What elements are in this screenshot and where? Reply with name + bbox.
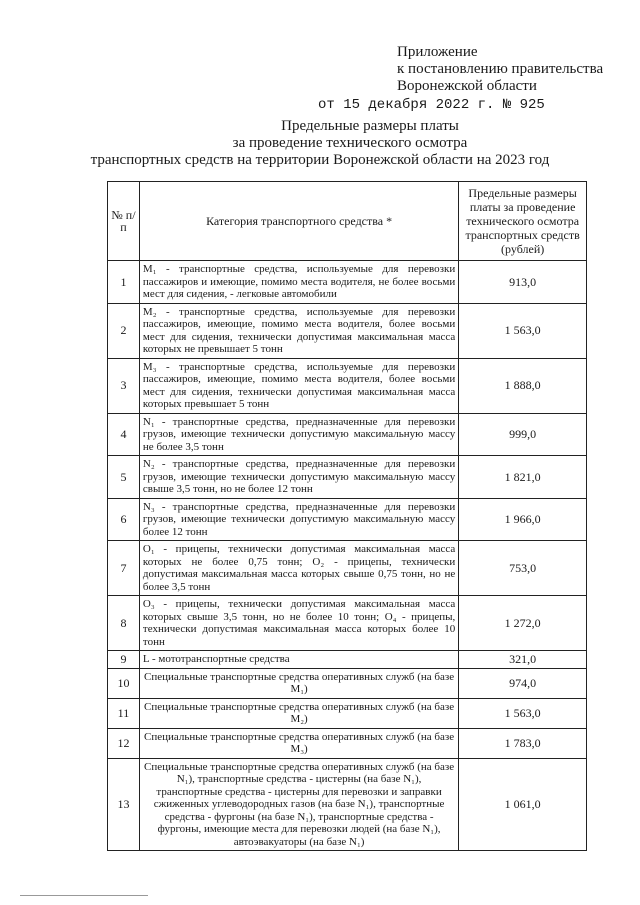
table-header-row (108, 182, 587, 261)
appendix-line-3: Воронежской области (397, 78, 537, 94)
title-line-3: транспортных средств на территории Воронежской области на 2023 год (90, 152, 550, 168)
row-num: 1 (108, 261, 140, 304)
appendix-block (397, 44, 627, 95)
appendix-line-1: Приложение (397, 44, 478, 60)
row-category: L - мототранспортные средства (139, 651, 458, 669)
document-title (0, 118, 640, 169)
header-num: № п/п (108, 182, 140, 261)
row-num: 3 (108, 358, 140, 413)
row-category: N₃ - транспортные средства, предназначенные для перевозки грузов, имеющие технически допустимую максимальную массу более 12 тонн (139, 498, 458, 541)
header-category: Категория транспортного средства * (139, 182, 458, 261)
row-price: 999,0 (459, 413, 587, 456)
decree-date-number: от 15 декабря 2022 г. № 925 (318, 97, 545, 113)
row-price: 753,0 (459, 541, 587, 596)
row-category: M₃ - транспортные средства, используемые для перевозки пассажиров, имеющие, помимо места водителя, более восьми мест для сидения, технически допустимая максимальная масса которых превышает 5 тонн (139, 358, 458, 413)
row-price: 1 272,0 (459, 596, 587, 651)
row-price: 913,0 (459, 261, 587, 304)
row-num: 13 (108, 758, 140, 851)
table-row (108, 728, 587, 758)
table-row (108, 698, 587, 728)
row-num: 4 (108, 413, 140, 456)
row-category: Специальные транспортные средства оперативных служб (на базе M₂) (139, 698, 458, 728)
row-num: 11 (108, 698, 140, 728)
table-row (108, 758, 587, 851)
header-price: Предельные размеры платы за проведение технического осмотра транспортных средств (рублей) (459, 182, 587, 261)
row-price: 974,0 (459, 668, 587, 698)
table-row (108, 358, 587, 413)
table-row (108, 303, 587, 358)
row-price: 1 888,0 (459, 358, 587, 413)
row-category: N₁ - транспортные средства, предназначенные для перевозки грузов, имеющие технически допустимую максимальную массу не более 3,5 тонн (139, 413, 458, 456)
row-price: 1 821,0 (459, 456, 587, 499)
row-num: 9 (108, 651, 140, 669)
row-category: O₁ - прицепы, технически допустимая максимальная масса которых не более 0,75 тонн; O₂ - прицепы, технически допустимая максимальная масса которых свыше 0,75 тонн, но не более 3,5 тонн (139, 541, 458, 596)
row-category: M₁ - транспортные средства, используемые для перевозки пассажиров и имеющие, помимо места водителя, не более восьми мест для сидения, - легковые автомобили (139, 261, 458, 304)
table-row (108, 596, 587, 651)
table-row (108, 456, 587, 499)
table-row (108, 651, 587, 669)
title-line-2: за проведение технического осмотра (232, 135, 468, 151)
footnote-divider (20, 895, 148, 896)
row-price: 1 563,0 (459, 303, 587, 358)
row-price: 1 966,0 (459, 498, 587, 541)
table-row (108, 541, 587, 596)
row-price: 321,0 (459, 651, 587, 669)
row-category: O₃ - прицепы, технически допустимая максимальная масса которых свыше 3,5 тонн, но не более 10 тонн; O₄ - прицепы, технически допустимая максимальная масса которых более 10 тонн (139, 596, 458, 651)
row-category: N₂ - транспортные средства, предназначенные для перевозки грузов, имеющие технически допустимую максимальную массу свыше 3,5 тонн, но не более 12 тонн (139, 456, 458, 499)
table-row (108, 498, 587, 541)
row-price: 1 061,0 (459, 758, 587, 851)
table-row (108, 261, 587, 304)
row-category: M₂ - транспортные средства, используемые для перевозки пассажиров, имеющие, помимо места водителя, более восьми мест для сидения, технически допустимая максимальная масса которых не превышает 5 тонн (139, 303, 458, 358)
table-row (108, 668, 587, 698)
row-num: 6 (108, 498, 140, 541)
row-price: 1 783,0 (459, 728, 587, 758)
row-price: 1 563,0 (459, 698, 587, 728)
row-category: Специальные транспортные средства оперативных служб (на базе N₁), транспортные средства - цистерны (на базе N₁), транспортные средства - цистерны для перевозки и заправки сжиженных углеводородных газов (на базе N₁), транспортные средства - фургоны (на базе N₁), транспортные средства - фургоны, имеющие места для перевозки людей (на базе N₁), автоэвакуаторы (на базе N₁) (139, 758, 458, 851)
title-line-1: Предельные размеры платы (281, 118, 459, 134)
row-category: Специальные транспортные средства оперативных служб (на базе M₃) (139, 728, 458, 758)
row-num: 5 (108, 456, 140, 499)
fee-table (107, 181, 587, 851)
table-row (108, 413, 587, 456)
row-num: 10 (108, 668, 140, 698)
appendix-line-2: к постановлению правительства (397, 61, 604, 77)
row-category: Специальные транспортные средства оперативных служб (на базе M₁) (139, 668, 458, 698)
row-num: 12 (108, 728, 140, 758)
row-num: 8 (108, 596, 140, 651)
row-num: 2 (108, 303, 140, 358)
row-num: 7 (108, 541, 140, 596)
